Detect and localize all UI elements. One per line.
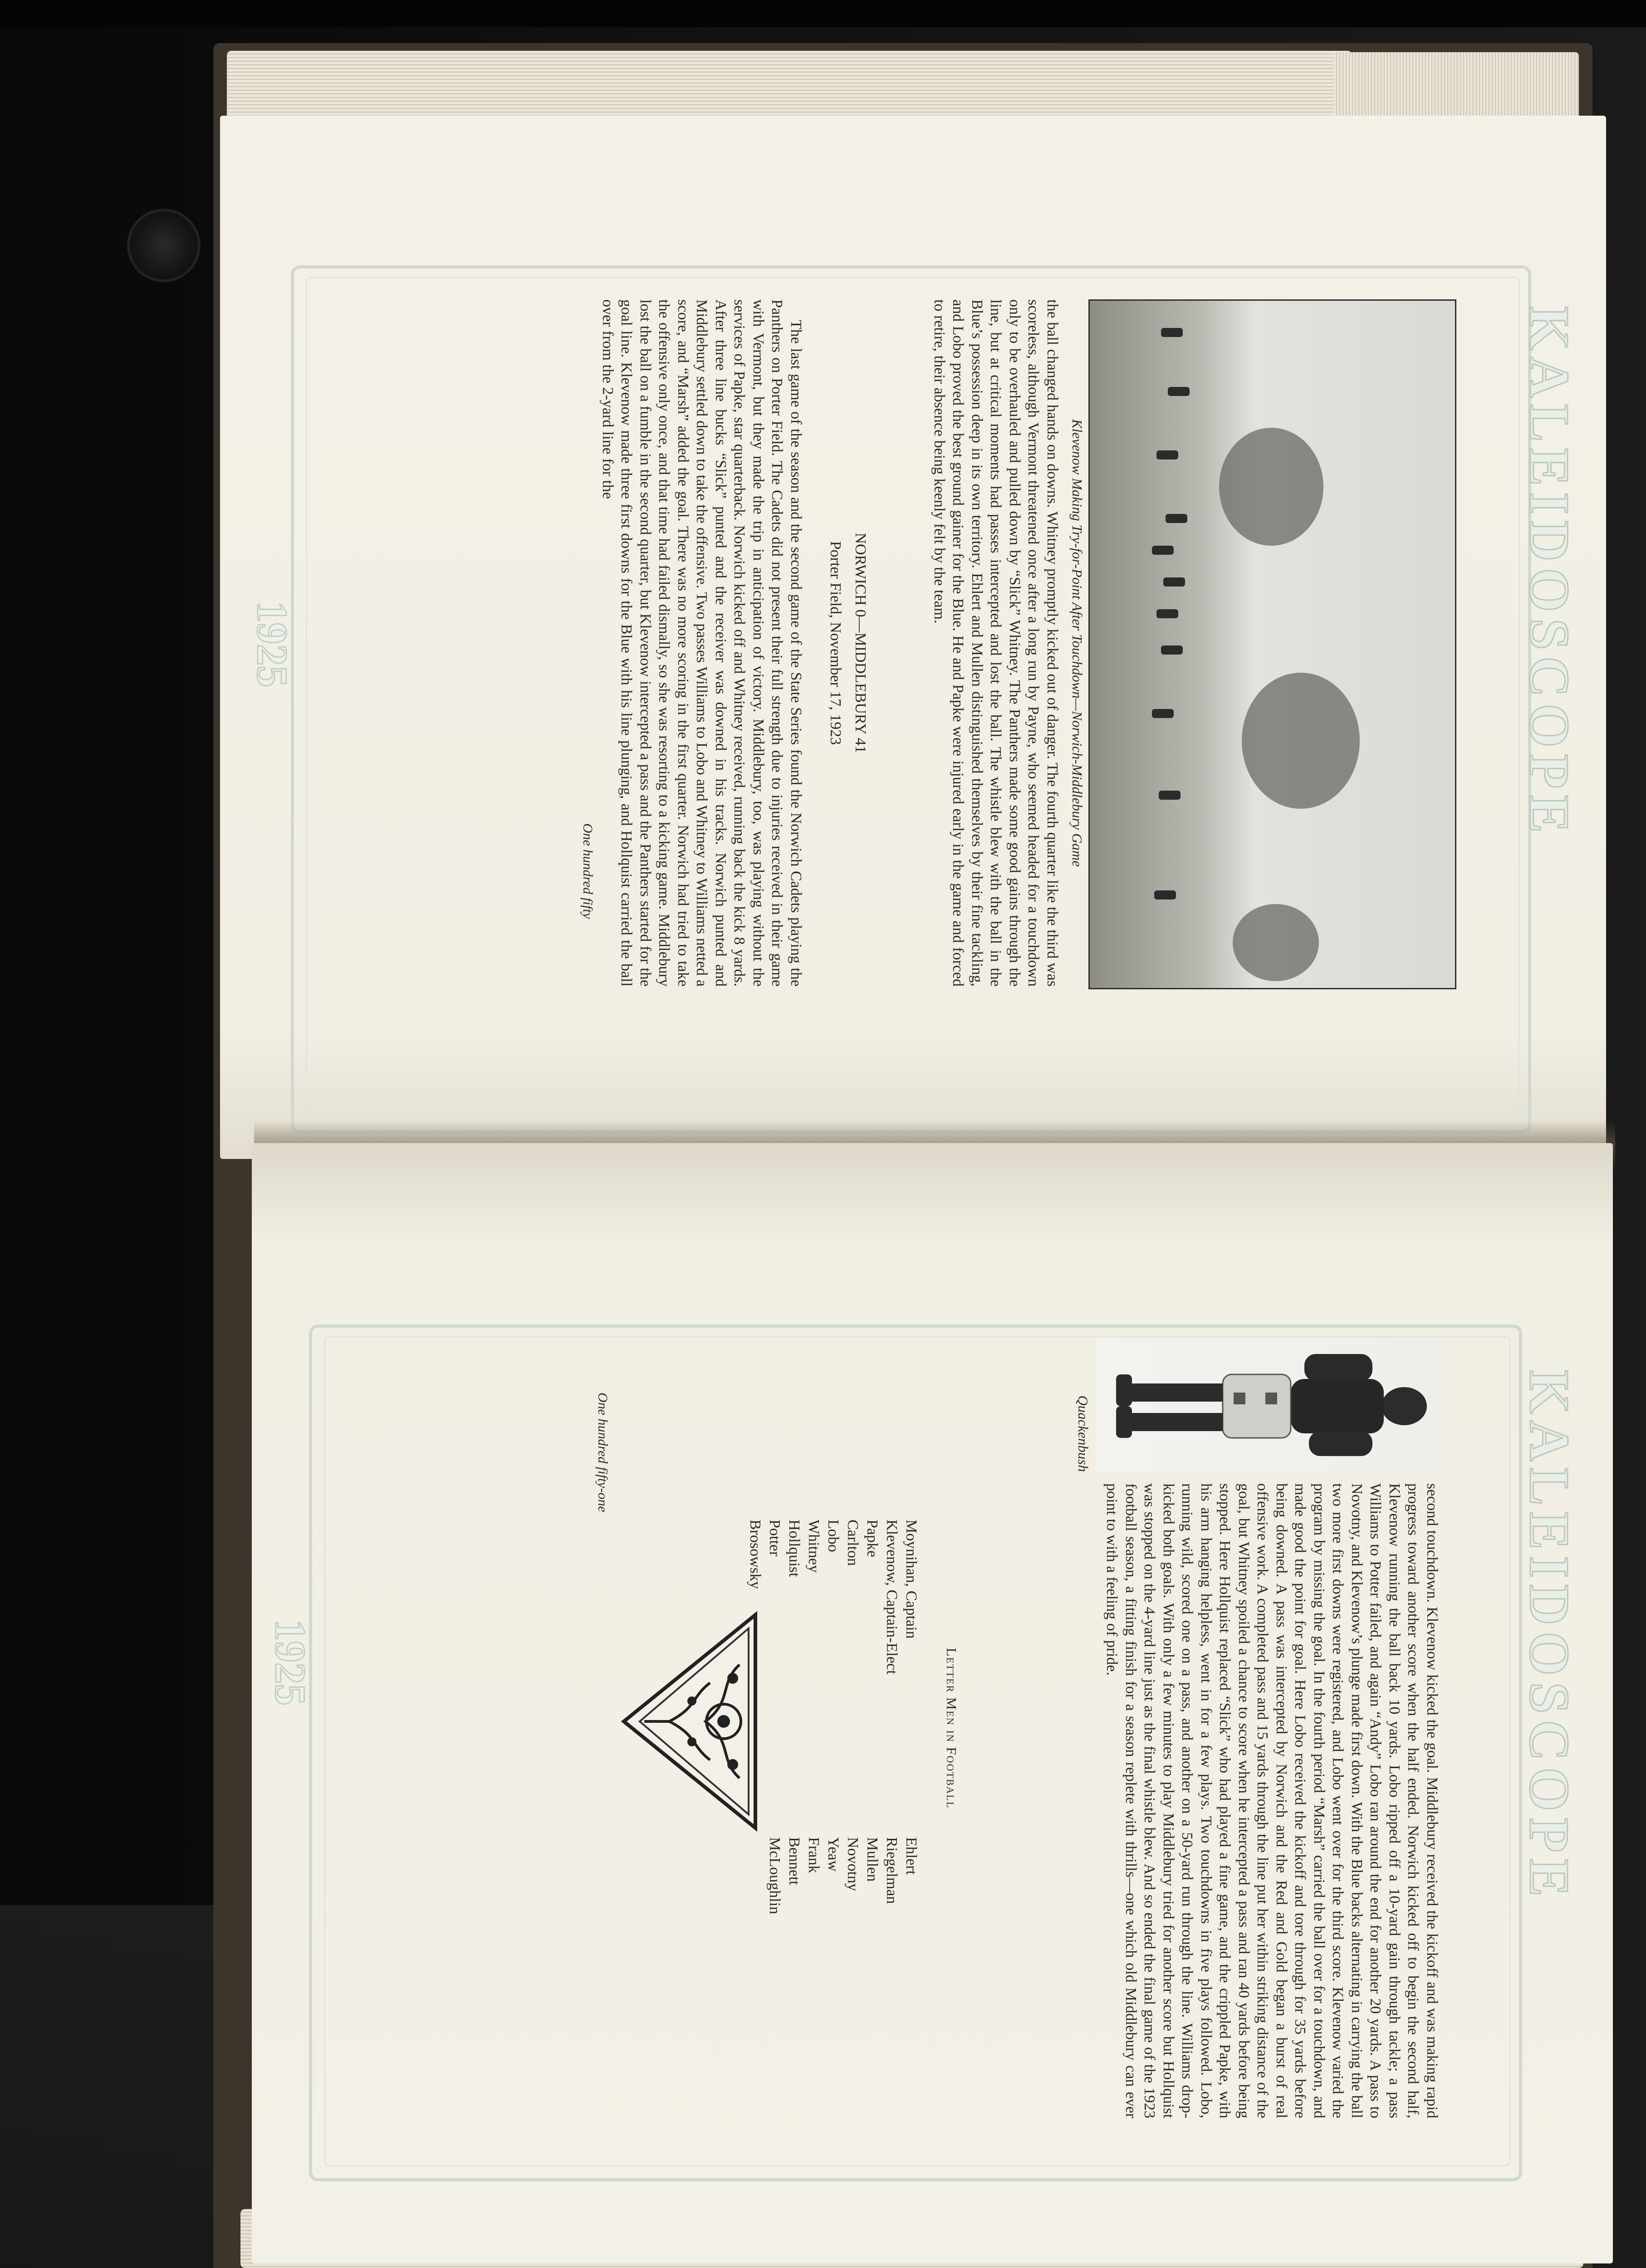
letter-man-name: Riegelman [883,1837,900,1904]
paragraph: second touchdown. Klevenow kicked the goal. Middlebury received the kickoff and was making rapid progress toward another score when the half ended. Norwich kicked off to begin the second half, Klevenow running the ball back 10 yards. Lobo ripped off a 10-yard gain through tackle; a pass Williams to Potter failed, and again “Andy” Lobo ran around the end for another 20 yards. A pass to Novotny, and Klevenow’s plunge made first down. With the Blue backs alternating in carrying the ball two more first downs were registered, and Lobo went over for the third score. Klevenow varied the program by missing the goal. In the fourth period “Marsh” carried the ball over for a touchdown, and made good the point for goal. Here Lobo received the kickoff and tore through for 35 yards before being downed. A pass was intercepted by Norwich and the Red and Gold began a burst of real offensive work. A completed pass and 15 yards through the line put her within striking distance of the goal, but Whitney spoiled a chance to score when he intercepted a pass and ran 40 yards before being stopped. Here Hollquist replaced “Slick” who had played a fine game, and the crippled Papke, with his arm hanging helpless, went in for a few plays. Two touchdowns in five plays followed. Lobo, running wild, scored one on a pass, and another on a 50-yard run through the line. Williams drop-kicked both goals. With only a few minutes to play Middlebury tried for another score but Hollquist was stopped on the 4-yard line just as the final whistle blew. And so ended the final game of the 1923 football season, a fitting finish for a season replete with thrills—one which old Middlebury can ever point to with a feeling of pride. [1103,1483,1440,2118]
photo-player [1168,387,1190,396]
letter-man-name: Mullen [864,1837,881,1882]
photo-player [1166,514,1187,523]
photo-player [1152,546,1174,555]
letter-man-name: Yeaw [825,1837,842,1872]
page-number: One hundred fifty [580,823,595,919]
photo-caption: Klevenow Making Try-for-Point After Touchdown—Norwich-Middlebury Game [1069,419,1085,867]
photo-player [1161,328,1183,337]
page-edges-top [227,51,1352,119]
page-150-content [220,116,1606,1159]
letter-man-name: Novotny [844,1837,861,1891]
figure-caption: Quackenbush [1075,1395,1091,1472]
game-photograph [1088,299,1456,989]
photo-tree [1242,673,1360,809]
game-heading: NORWICH 0—MIDDLEBURY 41 [852,533,869,753]
photo-tree [1233,904,1319,981]
year-1925: 1925 [266,1619,314,1706]
photo-player [1161,645,1183,655]
kaleidoscope-banner: KALEIDOSCOPE [1518,1370,1580,1903]
letter-man-name: Brosowsky [747,1520,764,1589]
scanner-knob [127,209,201,282]
letter-man-name: Moynihan, Captain [903,1520,920,1639]
letter-man-name: Frank [805,1837,822,1873]
photo-player [1156,450,1178,459]
photo-tree [1219,428,1323,546]
photo-player [1163,577,1185,587]
letter-men-list-left [745,1520,921,1674]
body-text-continuation [930,299,1062,987]
body-text-norwich-game [598,299,806,987]
page-151 [252,1143,1613,2263]
letter-man-name: McLoughlin [766,1837,783,1914]
page-151-content [252,1143,1613,2263]
paragraph: The last game of the season and the second game of the State Series found the Norwich Cadets playing the Panthers on Porter Field. The Cadets did not present their full strength due to injuries received in their game with Vermont, but they made the trip in anticipation of victory. Middlebury, too, was playing without the services of Papke, star quarterback. Norwich kicked off and Whitney received, running back the kick 8 yards. After three line bucks “Slick” punted and the receiver was downed in his tracks. Norwich punted and Middlebury settled down to take the offensive. Two passes Williams to Lobo and Whitney to Williams netted a score, and “Marsh” added the goal. There was no more scoring in the first quarter. Norwich had tried to take the offensive only once, and that time had failed dismally, so she was resorting to a kicking game. Middlebury lost the ball on a fumble in the second quarter, but Klevenow intercepted a pass and the Panthers started for the goal line. Klevenow made three first downs for the Blue with his line plunging, and Hollquist carried the ball over from the 2-yard line for the [599,299,804,987]
kaleidoscope-banner: KALEIDOSCOPE [1518,306,1580,840]
letter-man-name: Klevenow, Captain-Elect [883,1520,900,1675]
letter-man-name: Lobo [825,1520,842,1552]
photo-player [1156,609,1178,618]
floral-ornament-icon [619,1610,760,1833]
letter-man-name: Papke [864,1520,881,1558]
letter-man-name: Potter [766,1520,783,1557]
letter-man-name: Hollquist [786,1520,803,1577]
page-number: One hundred fifty-one [595,1393,610,1512]
page-150 [220,116,1606,1159]
scanner-glass-edge [0,1905,213,2268]
letter-man-name: Bennett [786,1837,803,1885]
paragraph: the ball changed hands on downs. Whitney promptly kicked out of danger. The fourth quarter like the third was scoreless, although Vermont threatened once after a long run by Payne, who seemed headed for a touchdown only to be overhauled and pulled down by “Slick” Whitney. The Panthers made some good gains through the line, but at critical moments had passes intercepted and lost the ball. The whistle blew with the ball in the Blue’s possession deep in its own territory. Ehlert and Mullen distinguished themselves by their fine tackling, and Lobo proved the best ground gainer for the Blue. He and Papke were injured early in the game and forced to retire, their absence being keenly felt by the team. [931,299,1061,987]
photo-player [1154,890,1176,899]
letter-men-title: Letter Men in Football [944,1647,960,1809]
letter-man-name: Carlton [844,1520,861,1566]
year-1925: 1925 [248,601,296,687]
photo-player [1159,791,1181,800]
scanner-top-edge [0,0,1646,27]
letter-men-list-right [765,1837,921,1914]
letter-man-name: Whitney [805,1520,822,1573]
body-text-game-conclusion [1102,1338,1441,2118]
game-subheading: Porter Field, November 17, 1923 [827,541,844,745]
photo-player [1152,709,1174,718]
letter-man-name: Ehlert [903,1837,920,1875]
